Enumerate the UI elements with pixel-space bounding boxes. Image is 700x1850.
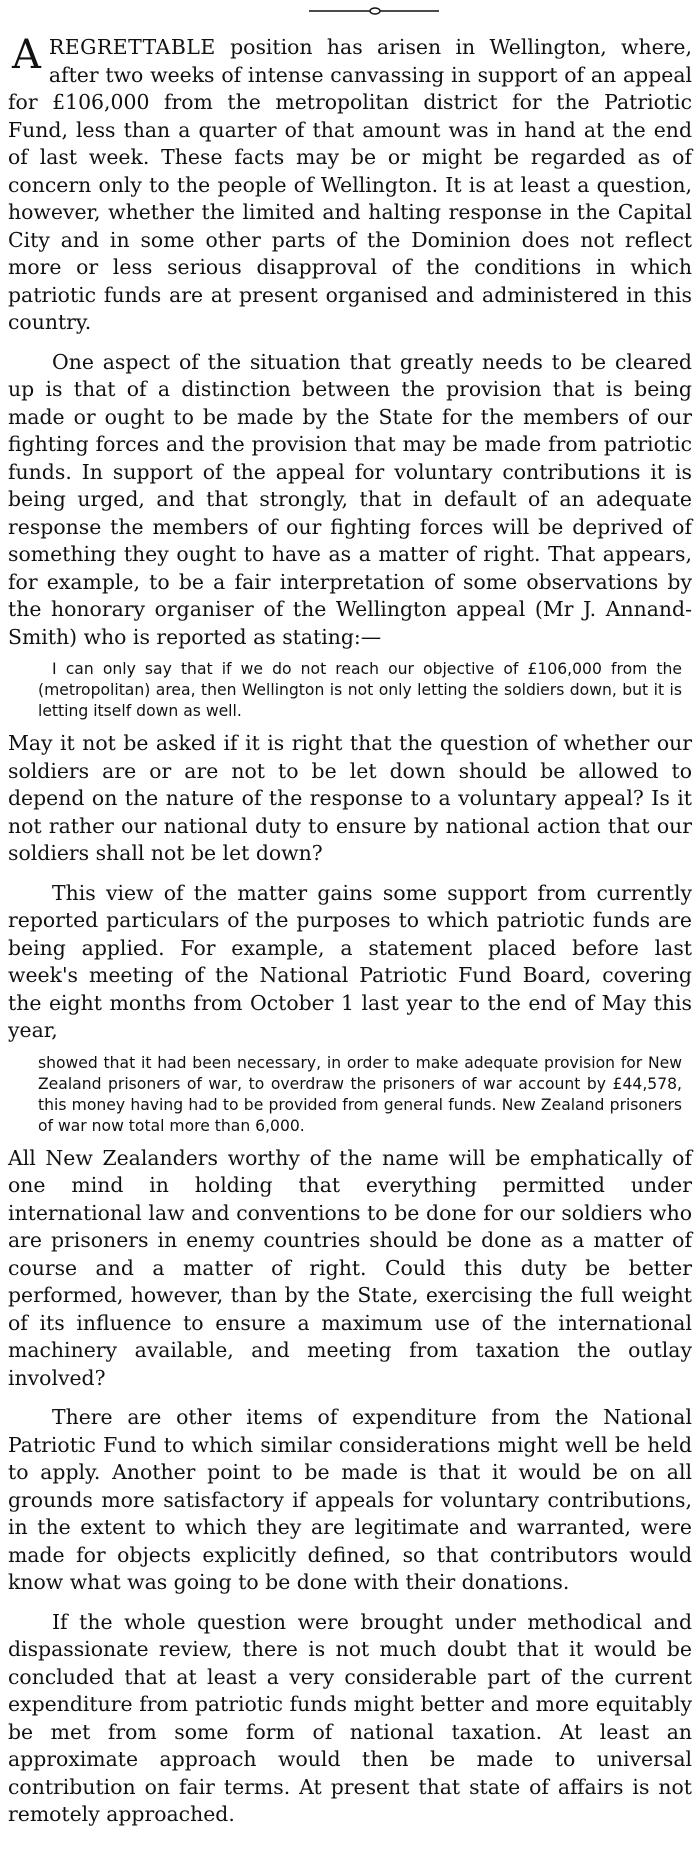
blockquote-2: showed that it had been necessary, in order to make adequate provision for New Zealand prisoners of war, to overdraw the prisoners of war account by £44,578, this money having had to be provided from general funds. New Zealand prisoners of war now total more than 6,000. (38, 1053, 682, 1135)
lead-caps: REGRETTABLE (48, 35, 216, 59)
lead-text: position has arisen in Wellington, where, after two weeks of intense canvassing in support of an appeal for £106,000 from the metropolitan district for the Patriotic Fund, less than a quarter of that amount was in hand at the end of last week. These facts may be or might be regarded as of concern only to the people of Wellington. It is at least a question, however, whether the limited and halting response in the Capital City and in some other parts of the Dominion does not reflect more or less serious disapproval of the conditions in which patriotic funds are at present organised and administered in this country. (8, 35, 692, 334)
decorative-rule (309, 6, 439, 16)
blockquote-1: I can only say that if we do not reach our objective of £106,000 from the (metropolitan) area, then Wellington is not only letting the soldiers down, but it is letting itself down as well. (38, 660, 682, 720)
paragraph-3: May it not be asked if it is right that the question of whether our soldiers are or are not to be let down should be allowed to depend on the nature of the response to a voluntary appeal? Is it not rather our national duty to ensure by national action that our soldiers shall not be let down? (8, 731, 692, 865)
lead-paragraph (8, 34, 692, 337)
drop-cap: A (12, 32, 41, 78)
ornament-rule-icon (309, 6, 439, 16)
paragraph-4: This view of the matter gains some support from currently reported particulars of the purposes to which patriotic funds are being applied. For example, a statement placed before last week's meeting of the National Patriotic Fund Board, covering the eight months from October 1 last year to the end of May this year, (8, 880, 692, 1042)
paragraph-7: If the whole question were brought under methodical and dispassionate review, there is not much doubt that it would be concluded that at least a very considerable part of the current expenditure from patriotic funds might better and more equitably be met from some form of national taxation. At least an approximate approach would then be made to universal contribution on fair terms. At present that state of affairs is not remotely approached. (8, 1609, 692, 1826)
paragraph-2: One aspect of the situation that greatly needs to be cleared up is that of a distinction between the provision that is being made or ought to be made by the State for the members of our fighting forces and the provision that may be made from patriotic funds. In support of the appeal for voluntary contributions it is being urged, and that strongly, that in default of an adequate response the members of our fighting forces will be deprived of something they ought to have as a matter of right. That appears, for example, to be a fair interpretation of some observations by the honorary organiser of the Wellington appeal (Mr J. Annand-Smith) who is reported as stating:— (8, 349, 692, 649)
paragraph-6: There are other items of expenditure from the National Patriotic Fund to which similar considerations might well be held to apply. Another point to be made is that it would be on all grounds more satisfactory if appeals for voluntary contributions, in the extent to which they are legitimate and warranted, were made for objects explicitly defined, so that contributors would know what was going to be done with their donations. (8, 1405, 692, 1594)
paragraph-5: All New Zealanders worthy of the name will be emphatically of one mind in holding that everything permitted under international law and conventions to be done for our soldiers who are prisoners in enemy countries should be done as a matter of course and a matter of right. Could this duty be better performed, however, than by the State, exercising the full weight of its influence to ensure a maximum use of the international machinery available, and meeting from taxation the outlay involved? (8, 1145, 692, 1390)
